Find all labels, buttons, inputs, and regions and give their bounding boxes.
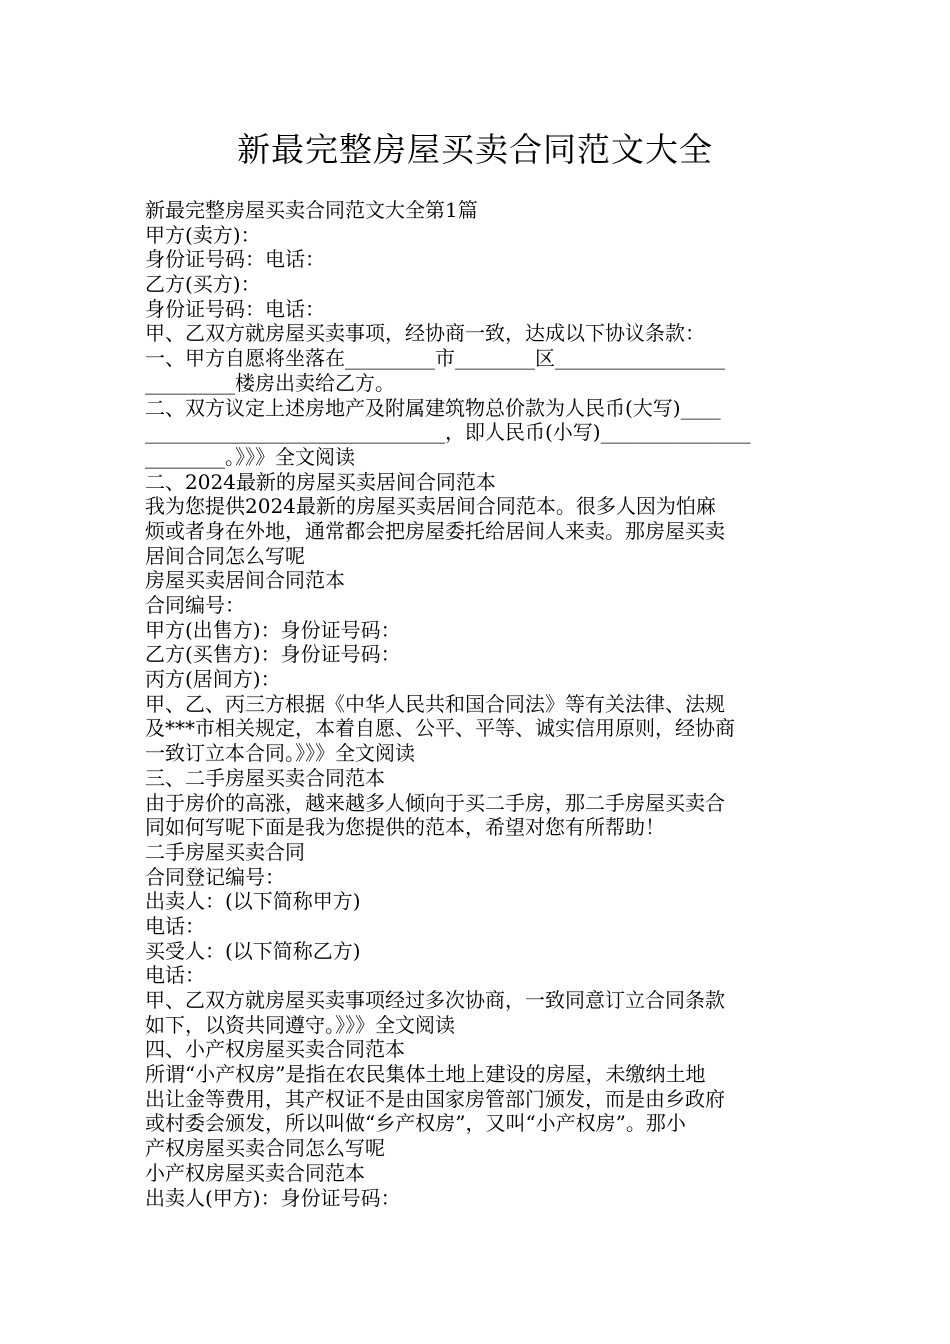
text-line: 丙方(居间方)： xyxy=(145,667,281,692)
section-heading: 二、2024最新的房屋买卖居间合同范本 xyxy=(145,469,496,494)
text-line: 如下，以资共同遵守。》》》全文阅读 xyxy=(145,1012,455,1037)
text-line: 所谓“小产权房”是指在农民集体土地上建设的房屋，未缴纳土地 xyxy=(145,1062,706,1087)
text-line: ______________________________，即人民币(小写)_______________ xyxy=(145,420,751,445)
text-line: 小产权房屋买卖合同范本 xyxy=(145,1160,365,1185)
text-line: 由于房价的高涨，越来越多人倾向于买二手房，那二手房屋买卖合 xyxy=(145,790,725,815)
text-line: 电话： xyxy=(145,913,205,938)
text-line: ________。》》》全文阅读 xyxy=(145,444,355,469)
text-line: 房屋买卖居间合同范本 xyxy=(145,568,345,593)
text-line: 居间合同怎么写呢 xyxy=(145,543,305,568)
text-line: 或村委会颁发，所以叫做“乡产权房”，又叫“小产权房”。那小 xyxy=(145,1111,686,1136)
text-line: 甲、乙双方就房屋买卖事项经过多次协商，一致同意订立合同条款 xyxy=(145,988,725,1012)
text-line: 二、双方议定上述房地产及附属建筑物总价款为人民币(大写)____ xyxy=(145,395,721,420)
text-line: 合同登记编号： xyxy=(145,864,285,889)
text-line: 新最完整房屋买卖合同范文大全第1篇 xyxy=(145,198,478,222)
text-line: 身份证号码：电话： xyxy=(145,247,325,272)
text-line: 出让金等费用，其产权证不是由国家房管部门颁发，而是由乡政府 xyxy=(145,1086,725,1111)
text-line: 烦或者身在外地，通常都会把房屋委托给居间人来卖。那房屋买卖 xyxy=(145,518,725,543)
text-line: 身份证号码：电话： xyxy=(145,296,325,321)
text-line: 买受人：(以下简称乙方) xyxy=(145,938,361,963)
text-line: 我为您提供2024最新的房屋买卖居间合同范本。很多人因为怕麻 xyxy=(145,494,716,519)
text-line: 产权房屋买卖合同怎么写呢 xyxy=(145,1136,385,1161)
text-line: 甲、乙、丙三方根据《中华人民共和国合同法》等有关法律、法规 xyxy=(145,691,725,716)
document-title: 新最完整房屋买卖合同范文大全 xyxy=(237,130,713,169)
text-line: 一致订立本合同。》》》全文阅读 xyxy=(145,741,415,766)
text-line: 二手房屋买卖合同 xyxy=(145,839,305,864)
text-line: 同如何写呢下面是我为您提供的范本，希望对您有所帮助！ xyxy=(145,815,665,840)
text-line: 甲、乙双方就房屋买卖事项，经协商一致，达成以下协议条款： xyxy=(145,321,705,346)
text-line: 乙方(买方)： xyxy=(145,272,261,297)
text-line: 乙方(买售方)：身份证号码： xyxy=(145,642,401,667)
text-line: 电话： xyxy=(145,963,205,988)
section-heading: 三、二手房屋买卖合同范本 xyxy=(145,765,385,790)
text-line: 及***市相关规定，本着自愿、公平、平等、诚实信用原则，经协商 xyxy=(145,716,735,741)
document-body xyxy=(145,198,807,1210)
text-line: 合同编号： xyxy=(145,593,245,617)
text-line: 一、甲方自愿将坐落在_________市________区_________________ xyxy=(145,346,725,371)
text-line: _________楼房出卖给乙方。 xyxy=(145,370,395,395)
section-heading: 四、小产权房屋买卖合同范本 xyxy=(145,1037,405,1062)
text-line: 甲方(卖方)： xyxy=(145,222,261,247)
text-line: 出卖人(甲方)：身份证号码： xyxy=(145,1185,401,1210)
text-line: 甲方(出售方)：身份证号码： xyxy=(145,617,401,642)
text-line: 出卖人：(以下简称甲方) xyxy=(145,889,361,914)
